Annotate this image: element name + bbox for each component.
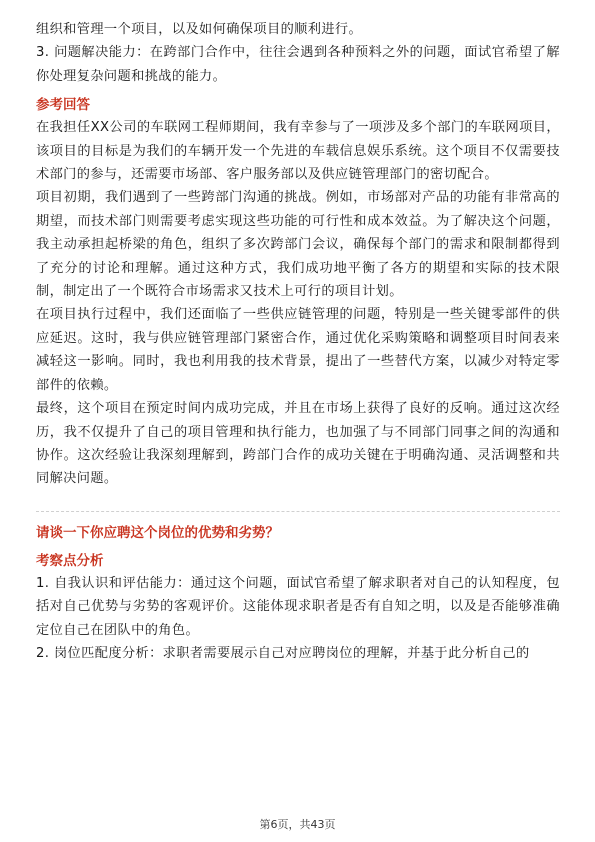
page-number: 第6页，共43页 xyxy=(259,818,336,831)
analysis-heading: 考察点分析 xyxy=(36,552,104,569)
question-title: 请谈一下你应聘这个岗位的优势和劣势？ xyxy=(36,524,279,541)
analysis-item: 2. 岗位匹配度分析：求职者需要展示自己对应聘岗位的理解，并基于此分析自己的 xyxy=(36,645,530,661)
answer-paragraph: 最终，这个项目在预定时间内成功完成，并且在市场上获得了良好的反响。通过这次经历，我不仅提升了自己的项目管理和执行能力，也加强了与不同部门同事之间的沟通和协作。这次经验让我深刻理解到，跨部门合作的成功关键在于明确沟通、灵活调整和共同解决问题。 xyxy=(36,401,560,487)
intro-continuation: 组织和管理一个项目，以及如何确保项目的顺利进行。 xyxy=(36,22,363,37)
answer-paragraph: 项目初期，我们遇到了一些跨部门沟通的挑战。例如，市场部对产品的功能有非常高的期望，而技术部门则需要考虑实现这些功能的可行性和成本效益。为了解决这个问题，我主动承担起桥梁的角色，组织了多次跨部门会议，确保每个部门的需求和限制都得到了充分的讨论和理解。通过这种方式，我们成功地平衡了各方的期望和实际的技术限制，制定出了一个既符合市场需求又技术上可行的项目计划。 xyxy=(36,190,560,300)
intro-item-3: 3. 问题解决能力：在跨部门合作中，往往会遇到各种预料之外的问题，面试官希望了解你处理复杂问题和挑战的能力。 xyxy=(36,45,560,84)
answer-heading: 参考回答 xyxy=(36,97,90,114)
analysis-item: 1. 自我认识和评估能力：通过这个问题，面试官希望了解求职者对自己的认知程度，包括对自己优势与劣势的客观评价。这能体现求职者是否有自知之明，以及是否能够准确定位自己在团队中的角色。 xyxy=(36,575,560,638)
section-divider xyxy=(36,511,560,512)
document-page xyxy=(36,18,560,665)
answer-paragraph: 在项目执行过程中，我们还面临了一些供应链管理的问题，特别是一些关键零部件的供应延迟。这时，我与供应链管理部门紧密合作，通过优化采购策略和调整项目时间表来减轻这一影响。同时，我也利用我的技术背景，提出了一些替代方案，以减少对特定零部件的依赖。 xyxy=(36,307,560,393)
answer-paragraph: 在我担任XX公司的车联网工程师期间，我有幸参与了一项涉及多个部门的车联网项目，该项目的目标是为我们的车辆开发一个先进的车载信息娱乐系统。这个项目不仅需要技术部门的参与，还需要市场部、客户服务部以及供应链管理部门的密切配合。 xyxy=(36,120,560,183)
